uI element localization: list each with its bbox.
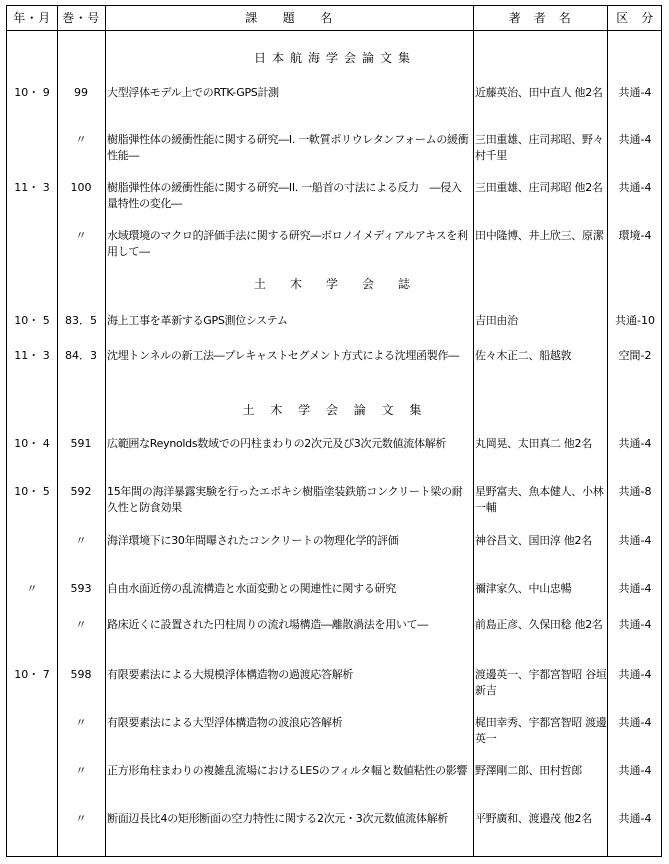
row-title: 有限要素法による大規模浮体構造物の過渡応答解析	[107, 668, 354, 681]
row-title: 広範囲なReynolds数域での円柱まわりの2次元及び3次元数値流体解析	[107, 437, 447, 450]
row-author: 佐々木正二、船越敦	[475, 349, 572, 362]
row-title: 海洋環境下に30年間曝されたコンクリートの物理化学的評価	[107, 534, 399, 547]
row-title: 水域環境のマクロ的評価手法に関する研究―ボロノイメディアルアキスを利用して―	[107, 229, 468, 258]
row-title: 路床近くに設置された円柱周りの流れ場構造―離散渦法を用いて―	[107, 618, 428, 631]
row-classification: 共通-4	[618, 86, 652, 99]
row-classification: 共通-4	[618, 133, 652, 146]
header-classification: 区 分	[616, 11, 654, 25]
row-title: 15年間の海洋暴露実験を行ったエポキシ樹脂塗装鉄筋コンクリート梁の耐久性と防食効果	[107, 485, 463, 514]
header-date: 年・月	[13, 11, 51, 25]
row-volume: 〃	[75, 716, 87, 729]
row-volume: 100	[70, 181, 92, 194]
row-classification: 共通-4	[618, 618, 652, 631]
section-title: 日本航海学会論文集	[253, 51, 416, 65]
row-author: 丸岡晃、太田真二 他2名	[475, 437, 592, 450]
row-author: 神谷昌文、国田淳 他2名	[475, 534, 592, 547]
row-volume: 〃	[75, 618, 87, 631]
row-classification: 環境-4	[618, 229, 652, 242]
column-divider	[105, 6, 106, 856]
row-classification: 共通-4	[618, 812, 652, 825]
row-classification: 共通-10	[615, 314, 655, 327]
row-date: 11・ 3	[14, 349, 50, 362]
row-classification: 共通-4	[618, 437, 652, 450]
row-volume: 83．5	[65, 314, 97, 327]
row-volume: 〃	[75, 534, 87, 547]
row-title: 大型浮体モデル上でのRTK-GPS計測	[107, 86, 279, 99]
row-author: 近藤英治、田中直人 他2名	[475, 86, 603, 99]
row-date: 10・ 5	[14, 485, 50, 498]
row-volume: 593	[70, 582, 92, 595]
row-volume: 598	[70, 668, 92, 681]
row-classification: 共通-4	[618, 181, 652, 194]
row-author: 田中隆博、井上欣三、原潔	[475, 229, 604, 242]
row-date: 10・ 5	[14, 314, 50, 327]
header-title: 課 題 名	[245, 11, 333, 25]
column-divider	[473, 6, 474, 856]
header-author: 著 者 名	[508, 11, 572, 25]
row-author: 野澤剛二郎、田村哲郎	[475, 764, 582, 777]
row-classification: 共通-4	[618, 534, 652, 547]
header-divider	[7, 30, 661, 31]
row-title: 有限要素法による大型浮体構造物の波浪応答解析	[107, 716, 343, 729]
row-date: 10・ 4	[14, 437, 50, 450]
row-date: 〃	[26, 582, 38, 595]
row-author: 渡邊英一、宇都宮智昭 谷垣新吉	[475, 668, 607, 697]
row-title: 樹脂弾性体の緩衝性能に関する研究―I. 一軟質ポリウレタンフォームの緩衝性能―	[107, 133, 469, 162]
row-volume: 592	[70, 485, 92, 498]
row-date: 10・ 9	[14, 86, 50, 99]
row-author: 三田重雄、庄司邦昭、野々村千里	[475, 133, 604, 162]
row-classification: 共通-4	[618, 582, 652, 595]
row-classification: 共通-4	[618, 668, 652, 681]
row-author: 前島正彦、久保田稔 他2名	[475, 618, 603, 631]
row-title: 自由水面近傍の乱流構造と水面変動との関連性に関する研究	[107, 582, 396, 595]
header-volume: 巻・号	[62, 11, 100, 25]
section-title: 土 木 学 会 論 文 集	[242, 403, 428, 417]
publication-table	[6, 5, 662, 857]
row-classification: 共通-4	[618, 716, 652, 729]
row-classification: 空間-2	[618, 349, 652, 362]
row-volume: 〃	[75, 133, 87, 146]
row-title: 樹脂弾性体の緩衝性能に関する研究―II. 一船首の寸法による反力 ―侵入量特性の変化―	[107, 181, 462, 210]
row-date: 10・ 7	[14, 668, 50, 681]
row-classification: 共通-8	[618, 485, 652, 498]
row-volume: 〃	[75, 229, 87, 242]
row-volume: 〃	[75, 764, 87, 777]
row-author: 平野廣和、渡邉茂 他2名	[475, 812, 592, 825]
row-title: 海上工事を革新するGPS測位システム	[107, 314, 288, 327]
row-volume: 84．3	[65, 349, 97, 362]
row-volume: 591	[70, 437, 92, 450]
row-author: 吉田由治	[475, 314, 518, 327]
row-author: 禰津家久、中山忠暢	[475, 582, 572, 595]
row-author: 三田重雄、庄司邦昭 他2名	[475, 181, 603, 194]
row-title: 断面辺長比4の矩形断面の空力特性に関する2次元・3次元数値流体解析	[107, 812, 449, 825]
section-title: 土 木 学 会 誌	[253, 277, 416, 291]
row-author: 梶田幸秀、宇都宮智昭 渡邊英一	[475, 716, 607, 745]
row-volume: 〃	[75, 812, 87, 825]
row-author: 星野富夫、魚本健人、小林一輔	[475, 485, 604, 514]
row-volume: 99	[74, 86, 88, 99]
row-title: 沈埋トンネルの新工法―プレキャストセグメント方式による沈埋函製作―	[107, 349, 459, 362]
row-date: 11・ 3	[14, 181, 50, 194]
row-title: 正方形角柱まわりの複雑乱流場におけるLESのフィルタ幅と数値粘性の影響	[107, 764, 468, 777]
row-classification: 共通-4	[618, 764, 652, 777]
